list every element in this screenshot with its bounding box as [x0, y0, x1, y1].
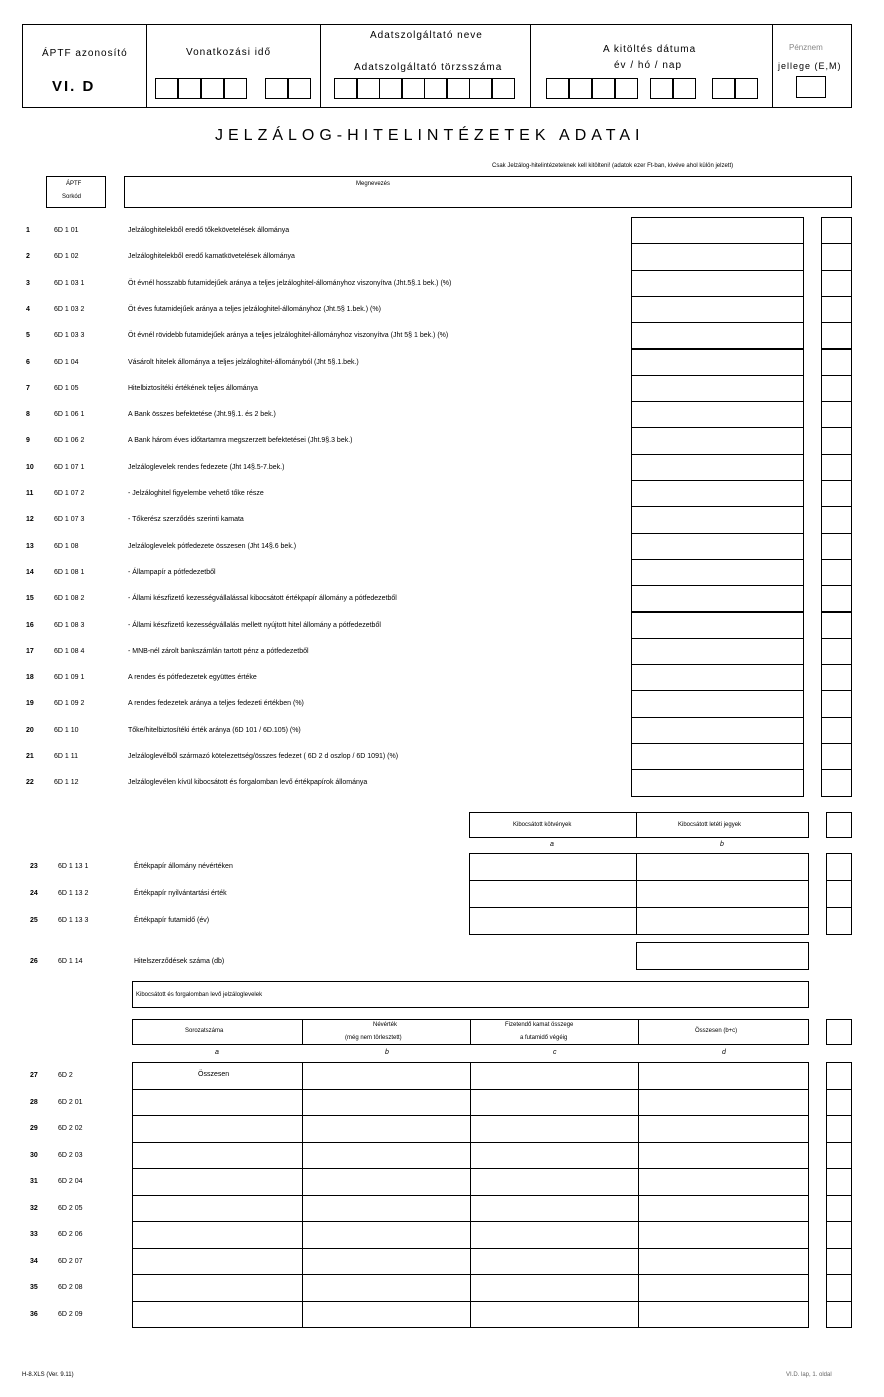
row-number: 11 [26, 490, 34, 497]
row-number: 35 [30, 1284, 38, 1291]
row-side-cell[interactable] [821, 690, 852, 717]
row-code: 6D 1 12 [54, 779, 79, 787]
type-label-2: jellege (E,M) [778, 61, 842, 71]
row-description: A Bank összes befektetése (Jht.9§.1. és 2 bek.) [128, 411, 276, 419]
bond-cell[interactable] [132, 1168, 303, 1196]
page-title: JELZÁLOG-HITELINTÉZETEK ADATAI [215, 127, 645, 144]
row-number: 30 [30, 1151, 38, 1159]
row-number: 33 [30, 1231, 38, 1238]
row-code: 6D 1 01 [54, 227, 79, 234]
row-side-cell[interactable] [821, 638, 852, 665]
row-side-cell[interactable] [821, 769, 852, 796]
bond-cell[interactable] [302, 1089, 471, 1117]
period-digit-cell[interactable] [178, 78, 201, 99]
bonds-col-b2: (még nem törlesztett) [345, 1035, 402, 1041]
bond-cell[interactable] [470, 1221, 639, 1249]
row-number: 3 [26, 279, 30, 287]
bond-cell[interactable] [638, 1089, 809, 1117]
bond-cell[interactable] [470, 1062, 639, 1090]
bonds-col-c1: Fizetendő kamat összege [505, 1022, 574, 1028]
col-a-letter: a [550, 841, 554, 848]
row-side-cell[interactable] [821, 296, 852, 323]
row-value-cell[interactable] [631, 349, 804, 376]
row-description: Vásárolt hitelek állománya a teljes jelzáloghitel-állományból (Jht 5§.1.bek.) [128, 358, 359, 366]
row-number: 27 [30, 1072, 38, 1079]
row-description: A rendes és pótfedezetek együttes értéke [128, 674, 257, 682]
sorkod-col-label: Sorkód [62, 194, 82, 200]
row-side-cell[interactable] [821, 243, 852, 270]
row-value-cell[interactable] [631, 270, 804, 297]
row-description: Tőke/hitelbiztosítéki érték aránya (6D 101 / 6D.105) (%) [128, 726, 301, 734]
row-side-cell[interactable] [821, 322, 852, 349]
reg-digit-cell[interactable] [447, 78, 470, 99]
row-code: 6D 1 08 3 [54, 621, 85, 629]
row-code: 6D 1 03 1 [54, 279, 85, 287]
bond-cell[interactable] [638, 1274, 809, 1302]
row-side-cell[interactable] [821, 533, 852, 560]
row-value-cell-a[interactable] [469, 880, 637, 908]
bonds-header-divider [470, 1019, 471, 1045]
bond-cell[interactable] [302, 1274, 471, 1302]
row-value-cell[interactable] [631, 243, 804, 270]
row-description: Öt évnél rövidebb futamidejűek aránya a teljes jelzáloghitel-állományhoz viszonyítva (Jht 5§ 1 bek.) (%) [128, 332, 449, 340]
row-code: 6D 1 13 1 [58, 863, 89, 870]
row-description: Jelzáloglevélből származó kötelezettség/összes fedezet ( 6D 2 d oszlop / 6D 1091) (%) [128, 753, 399, 760]
row-description: Jelzáloglevelek rendes fedezete (Jht 14§.5-7.bek.) [128, 463, 285, 471]
row-code: 6D 2 06 [58, 1231, 83, 1238]
row-code: 6D 1 03 3 [54, 332, 85, 340]
bond-cell[interactable] [302, 1248, 471, 1276]
row-side-cell[interactable] [826, 907, 852, 935]
fill-date-format: év / hó / nap [614, 60, 683, 71]
row-number: 2 [26, 253, 30, 261]
bond-cell[interactable] [638, 1115, 809, 1143]
bonds-letter-d: d [722, 1049, 726, 1056]
row-side-cell[interactable] [821, 349, 852, 376]
row-value-cell-a[interactable] [469, 853, 637, 881]
bond-cell[interactable] [302, 1062, 471, 1090]
row-side-cell[interactable] [821, 585, 852, 612]
fill-date-label: A kitöltés dátuma [603, 44, 697, 55]
row-number: 1 [26, 227, 30, 234]
type-cell[interactable] [796, 76, 826, 98]
issued-other-label: Kibocsátott letéti jegyek [678, 822, 742, 828]
row-number: 8 [26, 411, 30, 419]
row-value-cell[interactable] [631, 690, 804, 717]
bonds-letter-c: c [553, 1049, 557, 1056]
bond-cell[interactable] [638, 1301, 809, 1329]
row-code: 6D 1 09 1 [54, 674, 85, 682]
aptf-value: VI. D [52, 78, 96, 95]
row-number: 24 [30, 890, 38, 897]
bond-cell[interactable] [470, 1089, 639, 1117]
date-digit-cell[interactable] [650, 78, 673, 99]
bond-cell[interactable] [302, 1142, 471, 1170]
row-code: 6D 2 05 [58, 1204, 83, 1212]
row-side-cell[interactable] [826, 853, 852, 881]
row-number: 10 [26, 463, 34, 471]
bonds-col-c2: a futamidő végéig [520, 1035, 568, 1041]
row-description: Hitelbiztosítéki értékének teljes állománya [128, 384, 258, 392]
row-code: 6D 1 11 [54, 753, 78, 760]
row-code: 6D 1 08 2 [54, 595, 85, 603]
aptf-label: ÁPTF azonosító [42, 48, 128, 59]
row-side-cell[interactable] [826, 1274, 852, 1302]
row-description: - Állampapír a pótfedezetből [128, 568, 216, 576]
row-side-cell[interactable] [826, 1168, 852, 1196]
bond-cell[interactable] [132, 1195, 303, 1223]
row-code: 6D 1 05 [54, 384, 79, 392]
date-digit-cell[interactable] [712, 78, 735, 99]
bond-cell[interactable] [132, 1142, 303, 1170]
bond-cell[interactable] [638, 1142, 809, 1170]
reg-digit-cell[interactable] [402, 78, 425, 99]
header-divider [530, 24, 531, 108]
row-side-cell[interactable] [826, 1115, 852, 1143]
bond-cell[interactable] [638, 1168, 809, 1196]
row-code: 6D 1 13 3 [58, 917, 89, 924]
row-side-cell[interactable] [821, 612, 852, 639]
bond-cell[interactable] [302, 1221, 471, 1249]
period-digit-cell[interactable] [288, 78, 311, 99]
row-number: 28 [30, 1098, 38, 1106]
bond-cell[interactable] [638, 1195, 809, 1223]
instruction-note: Csak Jelzálog-hitelintézeteknek kell kitölteni! (adatok ezer Ft-ban, kivéve ahol külön jelzett) [492, 163, 734, 169]
period-label: Vonatkozási idő [186, 47, 272, 58]
row-value-cell[interactable] [631, 322, 804, 349]
type-label-1: Pénznem [789, 43, 823, 52]
row-value-cell[interactable] [631, 296, 804, 323]
row-code: 6D 1 10 [54, 726, 79, 734]
megnevezes-label: Megnevezés [356, 181, 391, 187]
row-code: 6D 2 03 [58, 1151, 83, 1159]
row-code: 6D 1 08 [54, 542, 79, 550]
row-number: 29 [30, 1125, 38, 1132]
row-description: - Állami készfizető kezességvállalás mellett nyújtott hitel állomány a pótfedezetből [128, 621, 381, 629]
bond-cell[interactable] [132, 1221, 303, 1249]
aptf-col-label: ÁPTF [66, 181, 82, 187]
row-number: 26 [30, 958, 38, 965]
row-side-cell[interactable] [821, 401, 852, 428]
row-value-cell[interactable] [631, 664, 804, 691]
bond-cell[interactable] [470, 1168, 639, 1196]
bond-cell[interactable] [638, 1062, 809, 1090]
bond-cell[interactable] [132, 1274, 303, 1302]
row-description: A rendes fedezetek aránya a teljes fedezeti értékben (%) [128, 700, 304, 708]
row-value-cell-b[interactable] [636, 907, 809, 935]
row-code: 6D 1 07 3 [54, 516, 85, 524]
row-code: 6D 2 02 [58, 1125, 83, 1132]
row-code: 6D 1 08 1 [54, 568, 85, 576]
row-side-cell[interactable] [821, 217, 852, 244]
row-value-cell[interactable] [631, 638, 804, 665]
header-divider [146, 24, 147, 108]
bonds-title: Kibocsátott és forgalomban levő jelzáloglevelek [136, 992, 263, 998]
bond-cell[interactable] [132, 1248, 303, 1276]
row-side-cell[interactable] [821, 664, 852, 691]
row-value-cell[interactable] [631, 375, 804, 402]
row-description: - Tőkerész szerződés szerinti kamata [128, 516, 244, 524]
row-side-cell[interactable] [826, 1142, 852, 1170]
reg-digit-cell[interactable] [357, 78, 380, 99]
bond-cell[interactable] [470, 1195, 639, 1223]
row-description: - Állami készfizető kezességvállalással kibocsátott értékpapír állomány a pótfedezetből [128, 595, 397, 603]
row-side-cell[interactable] [826, 1195, 852, 1223]
bond-cell[interactable] [302, 1115, 471, 1143]
row-code: 6D 2 08 [58, 1284, 83, 1291]
row-code: 6D 1 06 1 [54, 411, 85, 419]
mid-side-cell [826, 812, 852, 838]
row-number: 31 [30, 1178, 38, 1185]
row-side-cell[interactable] [826, 880, 852, 908]
row-code: 6D 1 04 [54, 358, 79, 366]
bonds-total-label: Összesen [198, 1071, 230, 1078]
row-number: 34 [30, 1257, 38, 1265]
row-code: 6D 1 03 2 [54, 305, 85, 313]
bond-cell[interactable] [638, 1248, 809, 1276]
row-side-cell[interactable] [821, 270, 852, 297]
row-side-cell[interactable] [826, 1248, 852, 1276]
row-number: 23 [30, 863, 38, 870]
row-description: Öt évnél hosszabb futamidejűek aránya a teljes jelzáloghitel-állományhoz viszonyítva (Jht.5§.1 bek.) (%) [128, 279, 452, 287]
period-digit-cell[interactable] [224, 78, 247, 99]
row-description: Hitelszerződések száma (db) [134, 958, 225, 965]
reg-digit-cell[interactable] [469, 78, 492, 99]
reg-digit-cell[interactable] [379, 78, 402, 99]
row-number: 6 [26, 358, 30, 366]
row-value-cell[interactable] [631, 559, 804, 586]
bonds-header-divider [302, 1019, 303, 1045]
bond-cell[interactable] [132, 1089, 303, 1117]
row-number: 9 [26, 437, 30, 445]
row-side-cell[interactable] [826, 1301, 852, 1329]
bond-cell[interactable] [302, 1168, 471, 1196]
footer-left: H-8.XLS (Ver. 9.11) [22, 1372, 74, 1378]
bonds-letter-b: b [385, 1049, 389, 1056]
row-description: A Bank három éves időtartamra megszerzett befektetései (Jht.9§.3 bek.) [128, 437, 353, 445]
row-number: 12 [26, 516, 34, 524]
bond-cell[interactable] [470, 1274, 639, 1302]
date-digit-cell[interactable] [735, 78, 758, 99]
row-side-cell[interactable] [821, 375, 852, 402]
date-digit-cell[interactable] [546, 78, 569, 99]
row-number: 19 [26, 700, 34, 708]
bond-cell[interactable] [638, 1221, 809, 1249]
bonds-letter-a: a [215, 1049, 219, 1056]
row-code: 6D 2 09 [58, 1310, 83, 1318]
row-number: 5 [26, 332, 30, 340]
row-value-cell-a[interactable] [469, 907, 637, 935]
row-value-cell[interactable] [631, 480, 804, 507]
row-code: 6D 1 06 2 [54, 437, 85, 445]
row-value-cell[interactable] [631, 217, 804, 244]
row-value-cell[interactable] [631, 506, 804, 533]
row-side-cell[interactable] [826, 1062, 852, 1090]
row-number: 13 [26, 542, 34, 550]
row-description: Jelzáloglevélen kívül kibocsátott és forgalomban levő értékpapírok állománya [128, 779, 368, 787]
row-number: 25 [30, 917, 38, 924]
row-number: 20 [26, 726, 34, 734]
reg-digit-cell[interactable] [424, 78, 447, 99]
row-code: 6D 2 04 [58, 1178, 83, 1185]
row-number: 15 [26, 595, 34, 603]
row-description: Értékpapír futamidő (év) [134, 917, 210, 924]
bonds-header-divider [638, 1019, 639, 1045]
row-description: - Jelzáloghitel figyelembe vehető tőke része [128, 490, 264, 497]
row-number: 7 [26, 384, 30, 392]
row-side-cell[interactable] [826, 1089, 852, 1117]
bond-cell[interactable] [470, 1301, 639, 1329]
row-value-cell-b[interactable] [636, 942, 809, 970]
row-value-cell[interactable] [631, 612, 804, 639]
provider-name-label: Adatszolgáltató neve [370, 30, 483, 41]
row-code: 6D 1 02 [54, 253, 79, 261]
row-code: 6D 1 07 1 [54, 463, 85, 471]
row-number: 21 [26, 753, 34, 760]
row-side-cell[interactable] [821, 480, 852, 507]
row-number: 22 [26, 779, 34, 787]
row-code: 6D 1 08 4 [54, 647, 85, 655]
bonds-col-b1: Névérték [373, 1022, 398, 1028]
period-digit-cell[interactable] [155, 78, 178, 99]
bond-cell[interactable] [132, 1115, 303, 1143]
date-digit-cell[interactable] [569, 78, 592, 99]
row-code: 6D 2 [58, 1072, 73, 1079]
row-side-cell[interactable] [826, 1221, 852, 1249]
row-description: - MNB-nél zárolt bankszámlán tartott pénz a pótfedezetből [128, 647, 309, 655]
date-digit-cell[interactable] [592, 78, 615, 99]
row-code: 6D 1 13 2 [58, 890, 89, 897]
row-number: 18 [26, 674, 34, 682]
issued-label: Kibocsátott kötvények [513, 822, 572, 828]
row-description: Jelzáloglevelek pótfedezete összesen (Jht 14§.6 bek.) [128, 542, 297, 550]
row-value-cell[interactable] [631, 585, 804, 612]
row-number: 32 [30, 1204, 38, 1212]
row-side-cell[interactable] [821, 717, 852, 744]
row-code: 6D 2 07 [58, 1257, 83, 1265]
row-value-cell[interactable] [631, 769, 804, 796]
bond-cell[interactable] [132, 1301, 303, 1329]
bond-cell[interactable] [470, 1142, 639, 1170]
reg-digit-cell[interactable] [334, 78, 357, 99]
row-description: Jelzáloghitelekből eredő kamatkövetelések állománya [128, 253, 295, 261]
reg-digit-cell[interactable] [492, 78, 515, 99]
row-description: Értékpapír állomány névértéken [134, 863, 233, 870]
row-number: 17 [26, 647, 34, 655]
row-code: 6D 1 09 2 [54, 700, 85, 708]
bonds-col-a: Sorozatszáma [185, 1028, 224, 1034]
row-value-cell[interactable] [631, 401, 804, 428]
header-divider [772, 24, 773, 108]
bond-cell[interactable] [302, 1195, 471, 1223]
row-code: 6D 2 01 [58, 1098, 83, 1106]
row-number: 36 [30, 1310, 38, 1318]
row-code: 6D 1 07 2 [54, 490, 85, 497]
row-description: Jelzáloghitelekből eredő tőkekövetelések állománya [128, 227, 290, 234]
bonds-col-d: Összesen (b+c) [695, 1028, 738, 1034]
row-side-cell[interactable] [821, 743, 852, 770]
row-value-cell[interactable] [631, 427, 804, 454]
row-side-cell[interactable] [821, 559, 852, 586]
row-number: 4 [26, 305, 30, 313]
row-value-cell[interactable] [631, 743, 804, 770]
bond-cell[interactable] [470, 1115, 639, 1143]
row-code: 6D 1 14 [58, 958, 83, 965]
megnevezes-header [124, 176, 852, 208]
row-side-cell[interactable] [821, 454, 852, 481]
row-value-cell-b[interactable] [636, 853, 809, 881]
row-number: 14 [26, 568, 34, 576]
row-value-cell-b[interactable] [636, 880, 809, 908]
row-description: Öt éves futamidejűek aránya a teljes jelzáloghitel-állományhoz (Jht.5§ 1.bek.) (%) [128, 305, 381, 313]
row-side-cell[interactable] [821, 427, 852, 454]
bonds-side-cell [826, 1019, 852, 1045]
row-value-cell[interactable] [631, 533, 804, 560]
row-value-cell[interactable] [631, 717, 804, 744]
row-number: 16 [26, 621, 34, 629]
date-digit-cell[interactable] [615, 78, 638, 99]
bond-cell[interactable] [470, 1248, 639, 1276]
header-divider [320, 24, 321, 108]
provider-reg-label: Adatszolgáltató törzsszáma [354, 62, 503, 73]
date-digit-cell[interactable] [673, 78, 696, 99]
period-digit-cell[interactable] [201, 78, 224, 99]
period-digit-cell[interactable] [265, 78, 288, 99]
row-side-cell[interactable] [821, 506, 852, 533]
row-description: Értékpapír nyilvántartási érték [134, 890, 227, 897]
row-value-cell[interactable] [631, 454, 804, 481]
footer-right: VI.D. lap, 1. oldal [786, 1372, 832, 1378]
bond-cell[interactable] [302, 1301, 471, 1329]
col-b-letter: b [720, 841, 724, 848]
